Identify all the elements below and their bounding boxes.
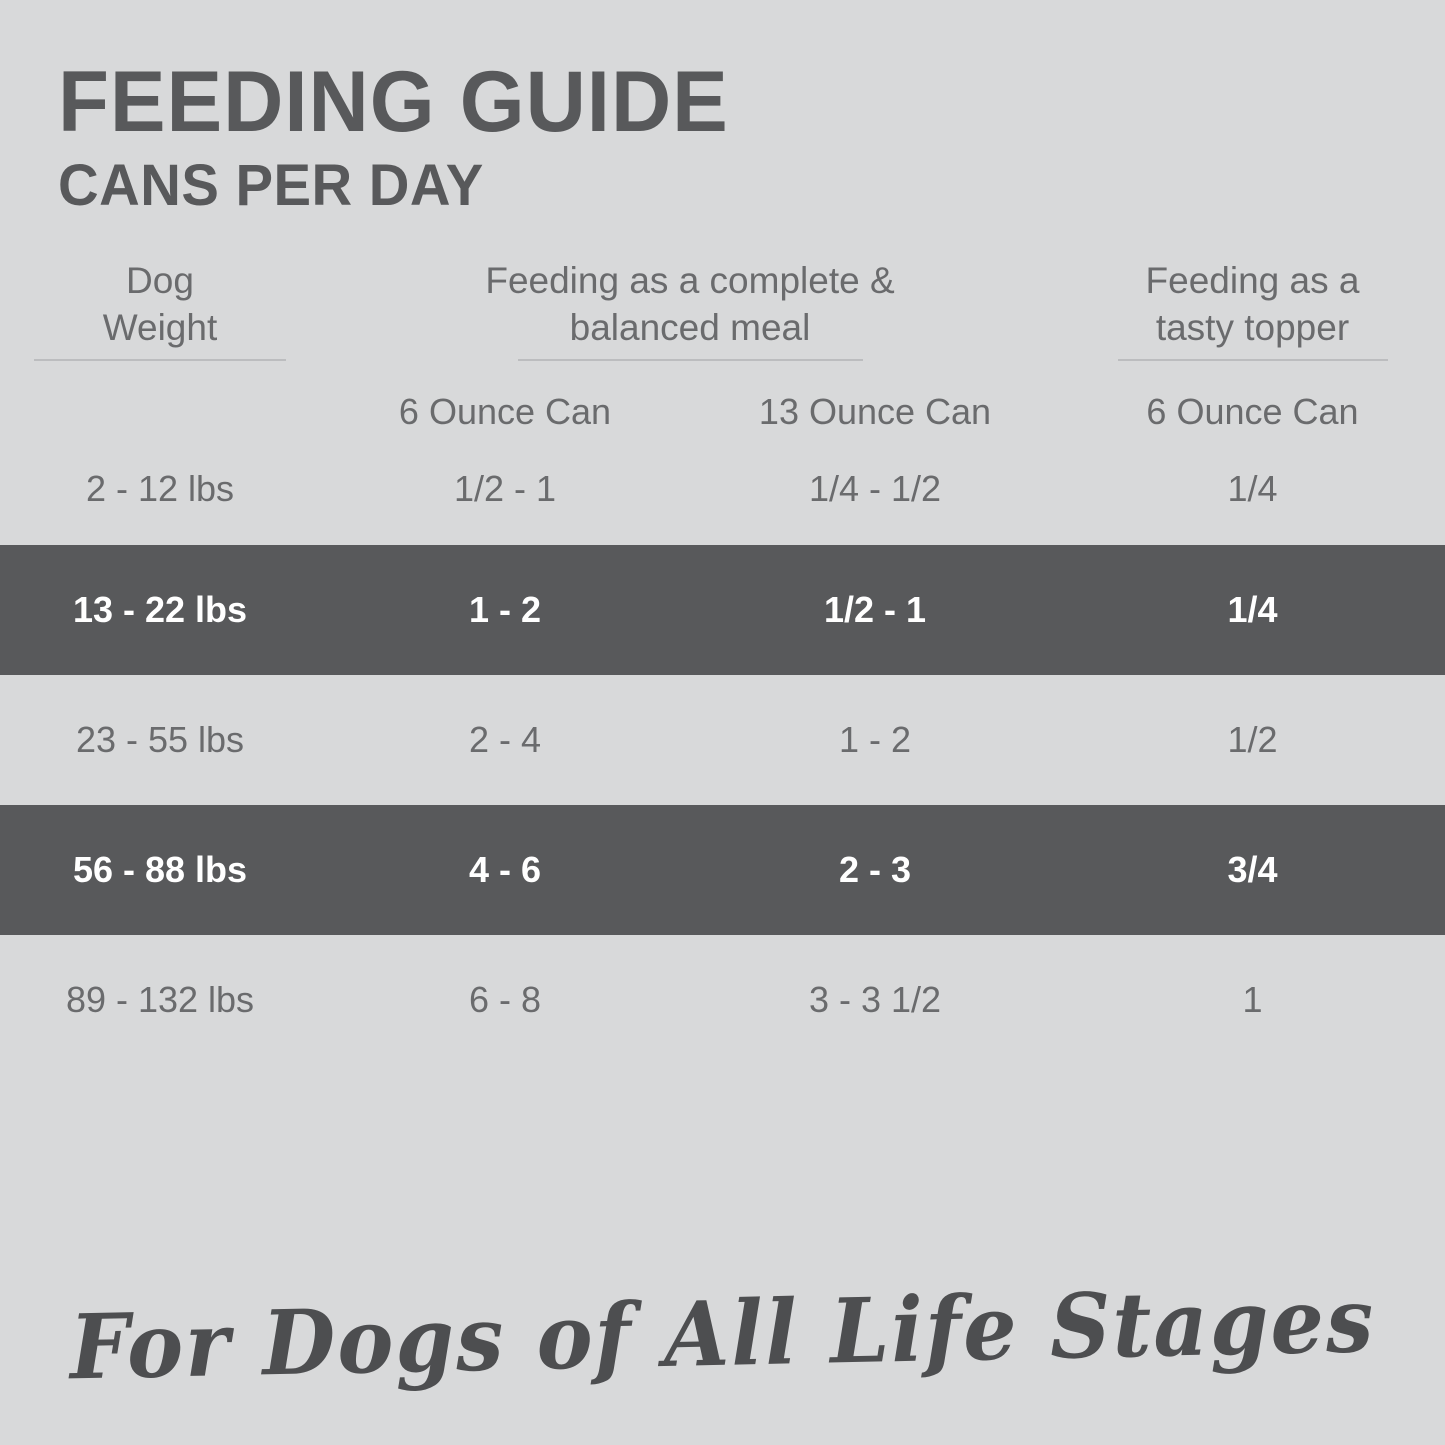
feeding-table [0, 257, 1445, 1066]
cell-meal-13oz: 1/2 - 1 [823, 589, 927, 631]
group-header-complete-meal-line1: Feeding as a complete & [485, 259, 895, 301]
table-row [0, 805, 1445, 935]
cell-topper-6oz: 1/4 [1227, 589, 1278, 631]
page-title: FEEDING GUIDE [58, 54, 729, 150]
header-divider-weight [34, 359, 286, 361]
header-block [0, 0, 1445, 217]
group-header-dog-weight [0, 257, 320, 362]
group-header-tasty-topper [1060, 257, 1445, 362]
group-header-tasty-topper-line1: Feeding as a [1145, 259, 1360, 301]
cell-meal-13oz: 1 - 2 [838, 719, 912, 761]
sub-header-meal-6oz: 6 Ounce Can [398, 391, 612, 433]
cell-meal-6oz: 2 - 4 [468, 719, 542, 761]
cell-topper-6oz: 1 [1242, 979, 1263, 1021]
table-group-header-row [0, 257, 1445, 362]
tagline: For Dogs of All Life Stages [68, 1267, 1377, 1400]
cell-dog-weight: 89 - 132 lbs [65, 979, 255, 1021]
cell-meal-13oz: 2 - 3 [838, 849, 912, 891]
group-header-dog-weight-line1: Dog [126, 259, 194, 301]
cell-dog-weight: 56 - 88 lbs [72, 849, 248, 891]
header-divider-meal [518, 359, 863, 361]
cell-dog-weight: 13 - 22 lbs [72, 589, 248, 631]
cell-meal-6oz: 6 - 8 [468, 979, 542, 1021]
cell-topper-6oz: 1/4 [1227, 468, 1278, 510]
cell-meal-6oz: 1/2 - 1 [453, 468, 557, 510]
cell-meal-13oz: 3 - 3 1/2 [808, 979, 942, 1021]
cell-topper-6oz: 1/2 [1227, 719, 1278, 761]
cell-meal-6oz: 1 - 2 [468, 589, 542, 631]
cell-meal-6oz: 4 - 6 [468, 849, 542, 891]
cell-dog-weight: 23 - 55 lbs [75, 719, 245, 761]
group-header-tasty-topper-line2: tasty topper [1155, 306, 1350, 348]
cell-meal-13oz: 1/4 - 1/2 [808, 468, 942, 510]
table-sub-header-row [0, 391, 1445, 433]
sub-header-topper-6oz: 6 Ounce Can [1146, 391, 1359, 433]
group-header-complete-meal-line2: balanced meal [569, 306, 811, 348]
cell-dog-weight: 2 - 12 lbs [85, 468, 235, 510]
sub-header-meal-13oz: 13 Ounce Can [758, 391, 992, 433]
table-row [0, 675, 1445, 805]
group-header-complete-meal [320, 257, 1060, 362]
table-row [0, 433, 1445, 545]
group-header-dog-weight-line2: Weight [102, 306, 218, 348]
page-subtitle: CANS PER DAY [58, 152, 484, 218]
table-row [0, 545, 1445, 675]
cell-topper-6oz: 3/4 [1227, 849, 1278, 891]
table-row [0, 935, 1445, 1065]
header-divider-topper [1118, 359, 1388, 361]
